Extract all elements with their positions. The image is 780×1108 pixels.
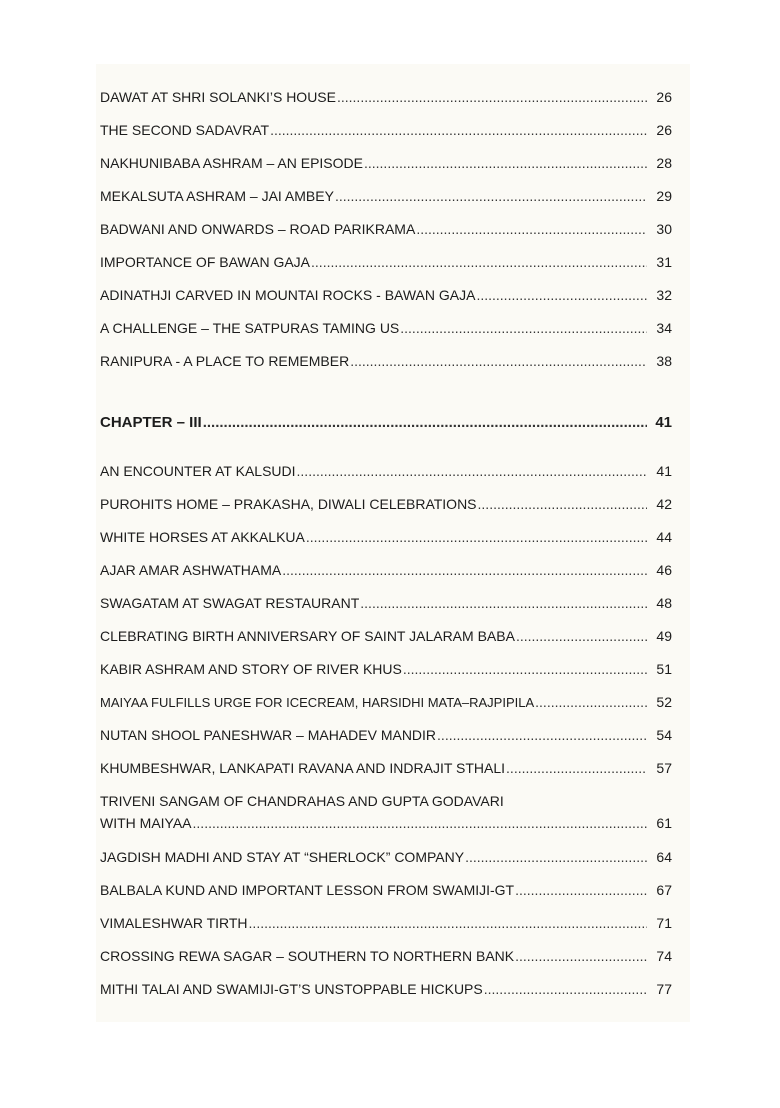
- toc-entry-title: NUTAN SHOOL PANESHWAR – MAHADEV MANDIR: [100, 727, 437, 743]
- toc-entry: [100, 848, 672, 866]
- dot-leader: [350, 352, 647, 370]
- toc-entry-title-line1: TRIVENI SANGAM OF CHANDRAHAS AND GUPTA GODAVARI: [100, 793, 504, 809]
- toc-entry-title: IMPORTANCE OF BAWAN GAJA: [100, 254, 311, 270]
- dot-leader: [478, 495, 647, 513]
- dot-leader: [270, 121, 647, 139]
- dot-leader: [282, 561, 647, 579]
- toc-entry-title: KHUMBESHWAR, LANKAPATI RAVANA AND INDRAJIT STHALI: [100, 760, 506, 776]
- toc-entry: [100, 980, 672, 998]
- toc-entry-title: DAWAT AT SHRI SOLANKI’S HOUSE: [100, 89, 336, 105]
- toc-entry-title: CROSSING REWA SAGAR – SOUTHERN TO NORTHERN BANK: [100, 948, 515, 964]
- toc-entry-page: 64: [656, 849, 672, 865]
- toc-entry-page: 77: [656, 981, 672, 997]
- toc-entry: [100, 495, 672, 513]
- toc-entry-page: 54: [656, 727, 672, 743]
- toc-entry: [100, 947, 672, 965]
- toc-entry-page: 52: [656, 694, 672, 710]
- toc-entry-title: MAIYAA FULFILLS URGE FOR ICECREAM, HARSIDHI MATA–RAJPIPILA: [100, 695, 535, 710]
- dot-leader: [484, 980, 647, 998]
- toc-entry: [100, 759, 672, 777]
- dot-leader: [416, 220, 647, 238]
- toc-entry: [100, 914, 672, 932]
- toc-entry: [100, 220, 672, 238]
- dot-leader: [400, 319, 647, 337]
- toc-entry-title: A CHALLENGE – THE SATPURAS TAMING US: [100, 320, 400, 336]
- toc-entry: [100, 187, 672, 205]
- dot-leader: [203, 414, 647, 432]
- toc-entry-page: 51: [656, 661, 672, 677]
- toc-entry-page: 26: [656, 122, 672, 138]
- toc-entry: [100, 561, 672, 579]
- dot-leader: [515, 947, 647, 965]
- dot-leader: [337, 88, 647, 106]
- toc-entry: [100, 121, 672, 139]
- toc-entry-title-line2: WITH MAIYAA: [100, 815, 192, 831]
- dot-leader: [516, 627, 647, 645]
- toc-entry-title: WHITE HORSES AT AKKALKUA: [100, 529, 305, 545]
- toc-entry-page: 67: [656, 882, 672, 898]
- toc-entry: [100, 462, 672, 480]
- toc-entry-title: BADWANI AND ONWARDS – ROAD PARIKRAMA: [100, 221, 416, 237]
- toc-entry-page: 74: [656, 948, 672, 964]
- toc-entry-title: AN ENCOUNTER AT KALSUDI: [100, 463, 296, 479]
- toc-entry-page: 26: [656, 89, 672, 105]
- toc-entry: [100, 88, 672, 106]
- toc-entry-title: MEKALSUTA ASHRAM – JAI AMBEY: [100, 188, 334, 204]
- chapter-heading: [100, 414, 672, 432]
- toc-entry-page: 29: [656, 188, 672, 204]
- toc-entry-title: CLEBRATING BIRTH ANNIVERSARY OF SAINT JALARAM BABA: [100, 628, 515, 644]
- toc-entry-title: PUROHITS HOME – PRAKASHA, DIWALI CELEBRATIONS: [100, 496, 477, 512]
- toc-entry-title: KABIR ASHRAM AND STORY OF RIVER KHUS: [100, 661, 402, 677]
- chapter-title: CHAPTER – III: [100, 414, 202, 431]
- toc-entry-page: 34: [656, 320, 672, 336]
- toc-entry-page: 41: [656, 463, 672, 479]
- dot-leader: [506, 759, 647, 777]
- toc-entry-page: 31: [656, 254, 672, 270]
- toc-entry-title: JAGDISH MADHI AND STAY AT “SHERLOCK” COMPANY: [100, 849, 465, 865]
- toc-entry-title: VIMALESHWAR TIRTH: [100, 915, 248, 931]
- toc-entry-title: RANIPURA - A PLACE TO REMEMBER: [100, 353, 350, 369]
- toc-entry-page: 32: [656, 287, 672, 303]
- dot-leader: [297, 462, 647, 480]
- dot-leader: [335, 187, 647, 205]
- toc-entry: [100, 352, 672, 370]
- toc-entry: [100, 319, 672, 337]
- toc-entry-title: NAKHUNIBABA ASHRAM – AN EPISODE: [100, 155, 363, 171]
- toc-entry: [100, 627, 672, 645]
- dot-leader: [193, 814, 647, 832]
- dot-leader: [403, 660, 647, 678]
- dot-leader: [465, 848, 647, 866]
- toc-entry-page: 46: [656, 562, 672, 578]
- dot-leader: [476, 286, 647, 304]
- toc-entry-page: 71: [656, 915, 672, 931]
- chapter-page: 41: [655, 414, 672, 431]
- toc-entry: [100, 881, 672, 899]
- dot-leader: [311, 253, 647, 271]
- toc-entry-title: AJAR AMAR ASHWATHAMA: [100, 562, 282, 578]
- toc-entry-title: THE SECOND SADAVRAT: [100, 122, 270, 138]
- toc-entry-page: 30: [656, 221, 672, 237]
- dot-leader: [249, 914, 647, 932]
- dot-leader: [535, 693, 647, 711]
- toc-entry: [100, 726, 672, 744]
- toc-entry-title: MITHI TALAI AND SWAMIJI-GT’S UNSTOPPABLE HICKUPS: [100, 981, 483, 997]
- dot-leader: [306, 528, 647, 546]
- dot-leader: [515, 881, 647, 899]
- dot-leader: [437, 726, 647, 744]
- toc-entry-title: BALBALA KUND AND IMPORTANT LESSON FROM SWAMIJI-GT: [100, 882, 515, 898]
- toc-entry: [100, 792, 672, 832]
- toc-entry: [100, 693, 672, 712]
- toc-entry-page: 61: [656, 815, 672, 831]
- toc-entry-title: SWAGATAM AT SWAGAT RESTAURANT: [100, 595, 360, 611]
- toc-entry-page: 28: [656, 155, 672, 171]
- toc-entry-page: 42: [656, 496, 672, 512]
- toc-entry: [100, 660, 672, 678]
- toc-entry-page: 48: [656, 595, 672, 611]
- toc-entry-page: 44: [656, 529, 672, 545]
- toc-entry-title: ADINATHJI CARVED IN MOUNTAI ROCKS - BAWAN GAJA: [100, 287, 476, 303]
- toc-entry: [100, 528, 672, 546]
- toc-entry: [100, 594, 672, 612]
- toc-entry: [100, 253, 672, 271]
- dot-leader: [364, 154, 647, 172]
- toc-entry: [100, 286, 672, 304]
- toc-entry: [100, 154, 672, 172]
- toc-entry-page: 38: [656, 353, 672, 369]
- dot-leader: [360, 594, 647, 612]
- toc-entry-page: 49: [656, 628, 672, 644]
- toc-entry-page: 57: [656, 760, 672, 776]
